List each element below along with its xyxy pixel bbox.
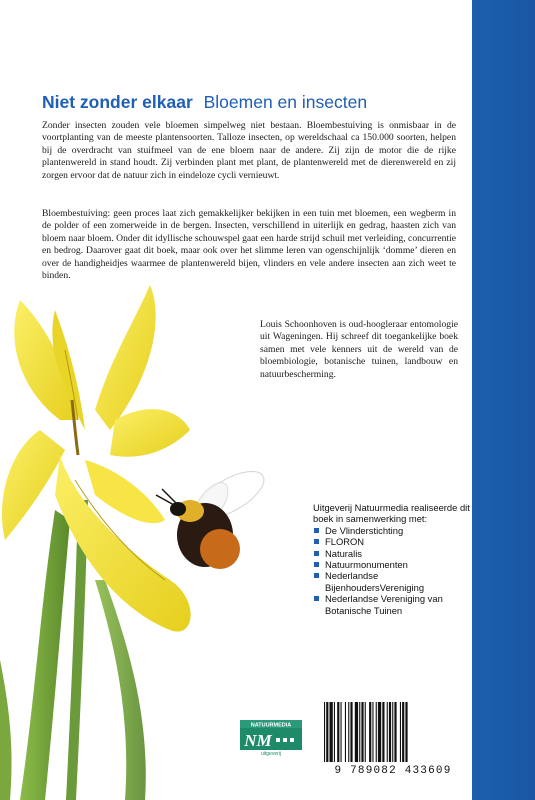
partners-block bbox=[313, 502, 473, 616]
barcode-bar bbox=[345, 702, 346, 762]
bullet-square-icon bbox=[314, 539, 319, 544]
barcode-bar bbox=[350, 702, 352, 762]
barcode-bar bbox=[365, 702, 366, 762]
bullet-square-icon bbox=[314, 528, 319, 533]
partners-intro: Uitgeverij Natuurmedia realiseerde dit boek in samenwerking met: bbox=[313, 502, 470, 525]
bullet-square-icon bbox=[314, 562, 319, 567]
title-main: Niet zonder elkaar bbox=[42, 92, 193, 112]
iris-leaf bbox=[0, 660, 12, 800]
logo-top-text: NATUURMEDIA bbox=[250, 722, 292, 729]
barcode-bar bbox=[334, 702, 335, 762]
title-subtitle: Bloemen en insecten bbox=[203, 92, 368, 112]
bullet-square-icon bbox=[314, 596, 319, 601]
barcode-bar bbox=[389, 702, 391, 762]
bumblebee bbox=[156, 462, 271, 569]
barcode-bar bbox=[341, 702, 342, 762]
barcode-bar bbox=[376, 702, 377, 762]
logo-bottom-text: uitgeverij bbox=[260, 751, 282, 756]
logo-letters: NM bbox=[244, 731, 272, 750]
partners-list bbox=[313, 525, 473, 616]
barcode-bar bbox=[400, 702, 401, 762]
barcode-bar bbox=[402, 702, 404, 762]
bullet-square-icon bbox=[314, 573, 319, 578]
book-title bbox=[42, 92, 462, 113]
barcode-bar bbox=[359, 702, 360, 762]
partner-item: Nederlandse Vereniging van Botanische Tuinen bbox=[313, 593, 473, 616]
barcode-bar bbox=[369, 702, 371, 762]
barcode-bar bbox=[394, 702, 396, 762]
book-spine bbox=[472, 0, 535, 800]
barcode-bar bbox=[330, 702, 333, 762]
partner-item: Nederlandse BijenhoudersVereniging bbox=[313, 570, 473, 593]
isbn-number: 9 789082 433609 bbox=[334, 765, 452, 777]
barcode-bar bbox=[348, 702, 349, 762]
publisher-logo bbox=[240, 720, 302, 756]
barcode-bar bbox=[324, 702, 325, 762]
partner-item: De Vlinderstichting bbox=[313, 525, 473, 536]
iris-petal bbox=[95, 285, 156, 430]
barcode-bar bbox=[355, 702, 358, 762]
barcode-bar bbox=[382, 702, 384, 762]
barcode-bar bbox=[405, 702, 407, 762]
barcode-bar bbox=[337, 702, 339, 762]
bullet-square-icon bbox=[314, 551, 319, 556]
intro-paragraph: Zonder insecten zouden vele bloemen simpelweg niet bestaan. Bloembestuiving is onmisbaar in de voortplanting van de meeste plantensoorten. Talloze insecten, op wereldschaal ca 150.000 soorten, helpen bij de overdracht van stuifmeel van de ene bloem naar de andere. Zij zijn de motor die de rijke plantenwereld in stand houdt. Zij verbinden plant met plant, de plantenwereld met de dierenwereld en zij zorgen ervoor dat de natuur zich in eindeloze cycli vernieuwt. bbox=[42, 120, 456, 181]
partner-item: FLORON bbox=[313, 536, 473, 547]
iris-petal bbox=[85, 460, 165, 523]
body-paragraph: Bloembestuiving: geen proces laat zich gemakkelijker bekijken in een tuin met bloemen, een wegberm in de polder of een zomerweide in de bergen. Insecten, verschillend in uiterlijk en gedrag, haasten zich van bloem naar bloem. Onder dit idyllische schouwspel gaat een harde strijd schuil met verleiding, concurrentie en bedrog. Daarover gaat dit boek, maar ook over het slimme leren van ogenschijnlijk ‘domme’ dieren en over de handigheidjes waarmee de plantenwereld bijen, vlinders en vele andere insecten aan zich weet te binden. bbox=[42, 208, 456, 282]
barcode-bar bbox=[361, 702, 363, 762]
partner-item: Naturalis bbox=[313, 548, 473, 559]
iris-leaf bbox=[20, 510, 70, 800]
barcode-bar bbox=[326, 702, 328, 762]
barcode-bar bbox=[387, 702, 388, 762]
barcode-bar bbox=[392, 702, 393, 762]
barcode-bar bbox=[372, 702, 373, 762]
barcode-bar bbox=[378, 702, 381, 762]
iris-leaf bbox=[95, 580, 146, 800]
partner-item: Natuurmonumenten bbox=[313, 559, 473, 570]
author-bio: Louis Schoonhoven is oud-hoogleraar entomologie uit Wageningen. Hij schreef dit toegankelijke boek samen met vele kenners uit de wereld van de bloembiologie, botanische tuinen, landbouw en natuurbescherming. bbox=[260, 319, 458, 380]
isbn-barcode bbox=[318, 700, 468, 764]
iris-petal bbox=[110, 409, 190, 457]
